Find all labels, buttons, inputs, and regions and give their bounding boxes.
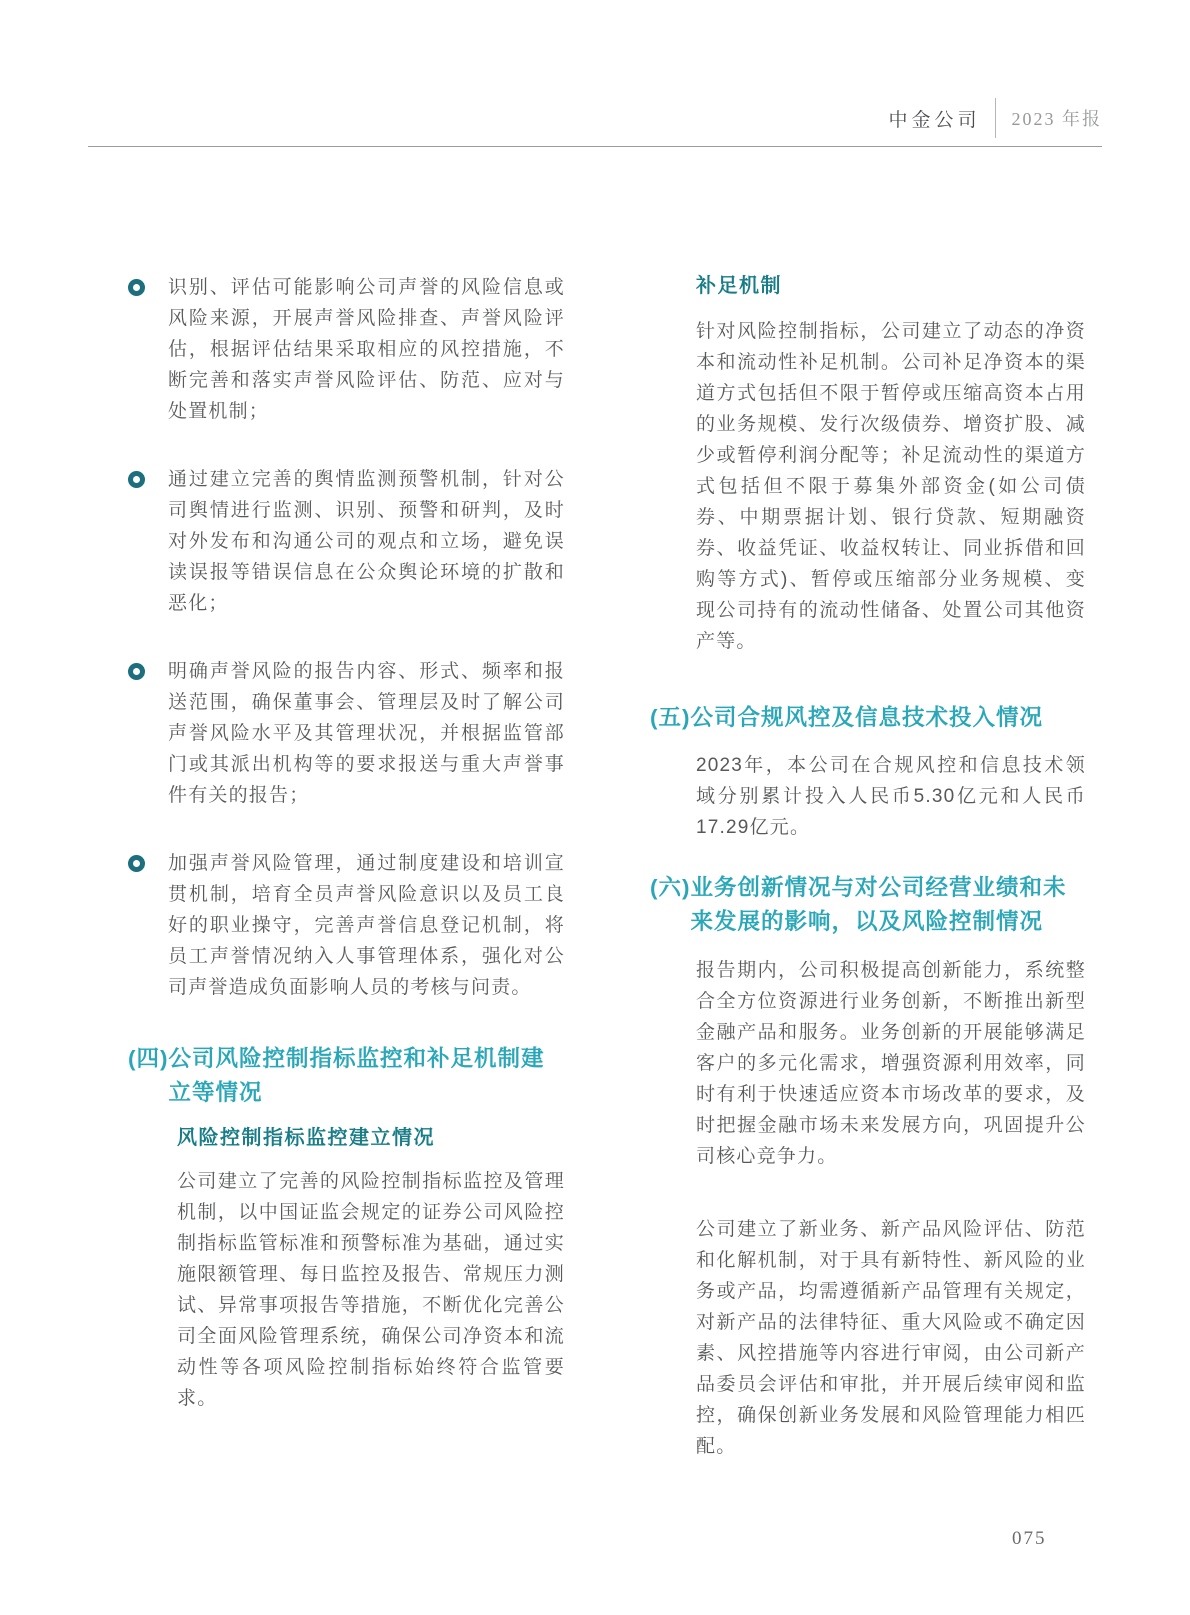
bullet-text: 加强声誉风险管理，通过制度建设和培训宣贯机制，培育全员声誉风险意识以及员工良好的职业操守，完善声誉信息登记机制，将员工声誉情况纳入人事管理体系，强化对公司声誉造成负面影响人员的考核与问责。 <box>168 853 565 998</box>
left-column <box>128 272 565 1414</box>
list-item <box>128 656 565 811</box>
section-title: 业务创新情况与对公司经营业绩和未来发展的影响，以及风险控制情况 <box>690 875 1067 934</box>
list-item <box>128 272 565 427</box>
section-number: (六) <box>650 875 691 900</box>
section-number: (五) <box>650 705 691 730</box>
paragraph: 针对风险控制指标，公司建立了动态的净资本和流动性补足机制。公司补足净资本的渠道方式包括但不限于暂停或压缩高资本占用的业务规模、发行次级债券、增资扩股、减少或暂停利润分配等；补足流动性的渠道方式包括但不限于募集外部资金(如公司债券、中期票据计划、银行贷款、短期融资券、收益凭证、收益权转让、同业拆借和回购等方式)、暂停或压缩部分业务规模、变现公司持有的流动性储备、处置公司其他资产等。 <box>696 321 1086 652</box>
section-heading-5 <box>650 701 1086 735</box>
paragraph: 2023年，本公司在合规风控和信息技术领域分别累计投入人民币5.30亿元和人民币17.29亿元。 <box>696 755 1086 838</box>
report-edition: 2023 年报 <box>1011 109 1102 129</box>
header-rule <box>88 146 1102 147</box>
bullet-text: 通过建立完善的舆情监测预警机制，针对公司舆情进行监测、识别、预警和研判，及时对外发布和沟通公司的观点和立场，避免误读误报等错误信息在公众舆论环境的扩散和恶化； <box>168 469 565 614</box>
section-title: 公司合规风控及信息技术投入情况 <box>690 705 1044 730</box>
sub-heading-supplement-mechanism: 补足机制 <box>696 275 782 297</box>
page-header <box>888 98 1102 138</box>
right-column <box>650 272 1086 1462</box>
list-item <box>128 848 565 1003</box>
section-heading-4 <box>128 1042 565 1110</box>
paragraph: 公司建立了新业务、新产品风险评估、防范和化解机制，对于具有新特性、新风险的业务或产品，均需遵循新产品管理有关规定，对新产品的法律特征、重大风险或不确定因素、风控措施等内容进行审阅，由公司新产品委员会评估和审批，并开展后续审阅和监控，确保创新业务发展和风险管理能力相匹配。 <box>696 1219 1086 1457</box>
paragraph: 公司建立了完善的风险控制指标监控及管理机制，以中国证监会规定的证券公司风险控制指标监管标准和预警标准为基础，通过实施限额管理、每日监控及报告、常规压力测试、异常事项报告等措施，不断优化完善公司全面风险管理系统，确保公司净资本和流动性等各项风险控制指标始终符合监管要求。 <box>177 1171 565 1409</box>
bullet-icon <box>128 279 145 296</box>
bullet-icon <box>128 663 145 680</box>
bullet-icon <box>128 471 145 488</box>
paragraph: 报告期内，公司积极提高创新能力，系统整合全方位资源进行业务创新，不断推出新型金融产品和服务。业务创新的开展能够满足客户的多元化需求，增强资源利用效率，同时有利于快速适应资本市场改革的要求，及时把握金融市场未来发展方向，巩固提升公司核心竞争力。 <box>696 960 1086 1167</box>
bullet-text: 识别、评估可能影响公司声誉的风险信息或风险来源，开展声誉风险排查、声誉风险评估，根据评估结果采取相应的风控措施，不断完善和落实声誉风险评估、防范、应对与处置机制； <box>168 277 565 422</box>
company-name: 中金公司 <box>888 109 981 131</box>
page-number: 075 <box>1012 1528 1047 1549</box>
sub-heading-risk-indicator-monitoring: 风险控制指标监控建立情况 <box>177 1127 435 1149</box>
section-number: (四) <box>128 1046 169 1071</box>
list-item <box>128 464 565 619</box>
section-heading-6 <box>650 871 1086 939</box>
bullet-icon <box>128 855 145 872</box>
section-title: 公司风险控制指标监控和补足机制建立等情况 <box>168 1046 545 1105</box>
bullet-text: 明确声誉风险的报告内容、形式、频率和报送范围，确保董事会、管理层及时了解公司声誉风险水平及其管理状况，并根据监管部门或其派出机构等的要求报送与重大声誉事件有关的报告； <box>168 661 565 806</box>
